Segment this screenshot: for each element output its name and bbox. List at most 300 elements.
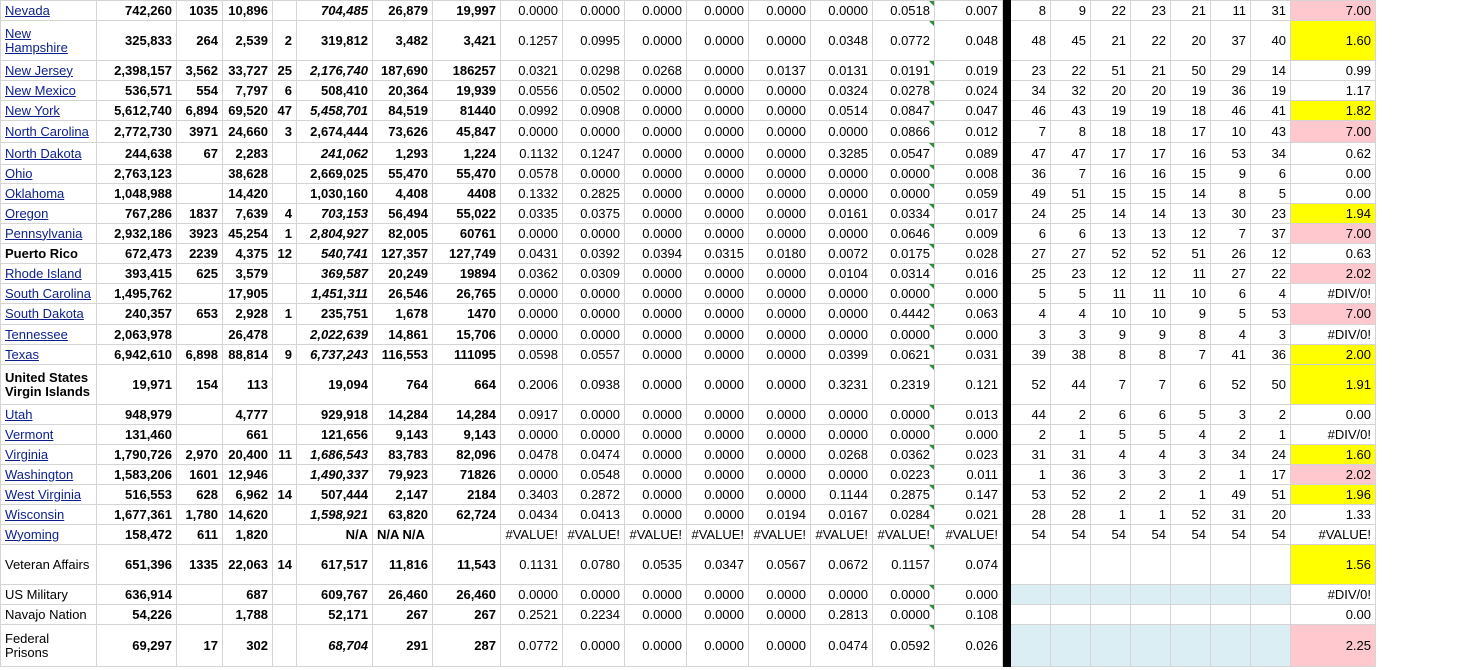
rank-cell[interactable]: 1	[1011, 465, 1051, 485]
rank-cell[interactable]: 5	[1011, 284, 1051, 304]
data-cell[interactable]: 19,997	[433, 1, 501, 21]
score-cell[interactable]: 1.91	[1291, 365, 1376, 405]
rank-cell[interactable]: 14	[1251, 61, 1291, 81]
data-cell[interactable]: 0.019	[935, 61, 1003, 81]
row-name-cell[interactable]: Ohio	[1, 165, 97, 184]
data-cell[interactable]: 267	[433, 605, 501, 625]
data-cell[interactable]: 9,143	[373, 425, 433, 445]
rank-cell[interactable]	[1091, 585, 1131, 605]
data-cell[interactable]: 0.0131	[811, 61, 873, 81]
data-cell[interactable]: 0.0000	[625, 465, 687, 485]
data-cell[interactable]: 0.0000	[625, 325, 687, 345]
data-cell[interactable]: 0.3285	[811, 143, 873, 165]
data-cell[interactable]: 0.0000	[873, 425, 935, 445]
data-cell[interactable]: 6	[273, 81, 297, 101]
data-cell[interactable]: 0.0268	[625, 61, 687, 81]
data-cell[interactable]: 67	[177, 143, 223, 165]
rank-cell[interactable]: 5	[1131, 425, 1171, 445]
rank-cell[interactable]: 53	[1251, 304, 1291, 325]
data-cell[interactable]	[177, 325, 223, 345]
data-cell[interactable]: 19,094	[297, 365, 373, 405]
rank-cell[interactable]: 54	[1171, 525, 1211, 545]
rank-cell[interactable]: 15	[1091, 184, 1131, 204]
data-cell[interactable]: 0.0995	[563, 21, 625, 61]
rank-cell[interactable]: 50	[1251, 365, 1291, 405]
data-cell[interactable]: 0.0000	[749, 365, 811, 405]
data-cell[interactable]: 0.0000	[625, 264, 687, 284]
rank-cell[interactable]: 8	[1011, 1, 1051, 21]
data-cell[interactable]: #VALUE!	[811, 525, 873, 545]
data-cell[interactable]: 26,460	[373, 585, 433, 605]
data-cell[interactable]: 0.0000	[625, 445, 687, 465]
data-cell[interactable]: 0.108	[935, 605, 1003, 625]
rank-cell[interactable]	[1011, 585, 1051, 605]
data-cell[interactable]: 0.0000	[811, 184, 873, 204]
score-cell[interactable]: #DIV/0!	[1291, 585, 1376, 605]
score-cell[interactable]: #DIV/0!	[1291, 284, 1376, 304]
score-cell[interactable]: 7.00	[1291, 224, 1376, 244]
rank-cell[interactable]: 21	[1131, 61, 1171, 81]
data-cell[interactable]: 0.0000	[811, 325, 873, 345]
data-cell[interactable]: 4	[273, 204, 297, 224]
data-cell[interactable]: 764	[373, 365, 433, 405]
rank-cell[interactable]: 52	[1051, 485, 1091, 505]
rank-cell[interactable]: 44	[1051, 365, 1091, 405]
data-cell[interactable]: 1,495,762	[97, 284, 177, 304]
rank-cell[interactable]: 18	[1131, 121, 1171, 143]
data-cell[interactable]: 2,063,978	[97, 325, 177, 345]
rank-cell[interactable]: 50	[1171, 61, 1211, 81]
rank-cell[interactable]: 5	[1171, 405, 1211, 425]
data-cell[interactable]: 0.0000	[625, 81, 687, 101]
data-cell[interactable]: 0.0000	[687, 425, 749, 445]
rank-cell[interactable]: 6	[1251, 165, 1291, 184]
data-cell[interactable]: 628	[177, 485, 223, 505]
data-cell[interactable]: 653	[177, 304, 223, 325]
data-cell[interactable]: 0.0399	[811, 345, 873, 365]
rank-cell[interactable]: 31	[1251, 1, 1291, 21]
data-cell[interactable]: #VALUE!	[563, 525, 625, 545]
data-cell[interactable]: 0.0000	[687, 121, 749, 143]
row-name-cell[interactable]: Utah	[1, 405, 97, 425]
data-cell[interactable]: 1035	[177, 1, 223, 21]
row-name-cell[interactable]: Puerto Rico	[1, 244, 97, 264]
data-cell[interactable]: 2,398,157	[97, 61, 177, 81]
data-cell[interactable]: 0.0556	[501, 81, 563, 101]
data-cell[interactable]: 1	[273, 224, 297, 244]
data-cell[interactable]: 12,946	[223, 465, 273, 485]
row-name-cell[interactable]: New Hampshire	[1, 21, 97, 61]
data-cell[interactable]: 636,914	[97, 585, 177, 605]
data-cell[interactable]: 11	[273, 445, 297, 465]
data-cell[interactable]: 22,063	[223, 545, 273, 585]
data-cell[interactable]: 0.0324	[811, 81, 873, 101]
data-cell[interactable]: 4408	[433, 184, 501, 204]
data-cell[interactable]: 47	[273, 101, 297, 121]
data-cell[interactable]: 742,260	[97, 1, 177, 21]
rank-cell[interactable]: 17	[1091, 143, 1131, 165]
data-cell[interactable]: 1,790,726	[97, 445, 177, 465]
data-cell[interactable]: N/A N/A	[373, 525, 433, 545]
rank-cell[interactable]: 13	[1091, 224, 1131, 244]
rank-cell[interactable]	[1051, 545, 1091, 585]
data-cell[interactable]	[177, 284, 223, 304]
data-cell[interactable]: 0.0000	[687, 284, 749, 304]
data-cell[interactable]: 2	[273, 21, 297, 61]
score-cell[interactable]: 2.02	[1291, 465, 1376, 485]
rank-cell[interactable]: 19	[1091, 101, 1131, 121]
data-cell[interactable]: 0.0000	[625, 605, 687, 625]
data-cell[interactable]: 55,470	[433, 165, 501, 184]
rank-cell[interactable]	[1011, 605, 1051, 625]
data-cell[interactable]: 0.0137	[749, 61, 811, 81]
rank-cell[interactable]	[1171, 605, 1211, 625]
score-cell[interactable]: 2.00	[1291, 345, 1376, 365]
data-cell[interactable]: 0.0000	[625, 204, 687, 224]
data-cell[interactable]: 4,375	[223, 244, 273, 264]
data-cell[interactable]: 611	[177, 525, 223, 545]
data-cell[interactable]	[273, 143, 297, 165]
data-cell[interactable]: 10,896	[223, 1, 273, 21]
data-cell[interactable]: 1,490,337	[297, 465, 373, 485]
data-cell[interactable]: 0.0394	[625, 244, 687, 264]
data-cell[interactable]: 617,517	[297, 545, 373, 585]
rank-cell[interactable]	[1211, 545, 1251, 585]
rank-cell[interactable]	[1011, 625, 1051, 667]
data-cell[interactable]: 0.009	[935, 224, 1003, 244]
rank-cell[interactable]: 52	[1091, 244, 1131, 264]
rank-cell[interactable]: 2	[1251, 405, 1291, 425]
rank-cell[interactable]: 1	[1091, 505, 1131, 525]
data-cell[interactable]: 0.0772	[501, 625, 563, 667]
data-cell[interactable]: 0.0000	[873, 284, 935, 304]
data-cell[interactable]: 1,030,160	[297, 184, 373, 204]
rank-cell[interactable]: 4	[1171, 425, 1211, 445]
data-cell[interactable]	[273, 525, 297, 545]
rank-cell[interactable]: 27	[1011, 244, 1051, 264]
rank-cell[interactable]: 31	[1051, 445, 1091, 465]
data-cell[interactable]: 0.0000	[501, 1, 563, 21]
rank-cell[interactable]: 9	[1051, 1, 1091, 21]
rank-cell[interactable]: 10	[1131, 304, 1171, 325]
rank-cell[interactable]: 54	[1051, 525, 1091, 545]
rank-cell[interactable]: 53	[1211, 143, 1251, 165]
row-name-cell[interactable]: New Mexico	[1, 81, 97, 101]
data-cell[interactable]: 0.3403	[501, 485, 563, 505]
rank-cell[interactable]: 22	[1091, 1, 1131, 21]
data-cell[interactable]: 0.017	[935, 204, 1003, 224]
score-cell[interactable]: 0.00	[1291, 165, 1376, 184]
data-cell[interactable]: 0.0000	[563, 121, 625, 143]
data-cell[interactable]: 0.0000	[563, 325, 625, 345]
data-cell[interactable]: 0.047	[935, 101, 1003, 121]
rank-cell[interactable]: 1	[1171, 485, 1211, 505]
data-cell[interactable]: 1,293	[373, 143, 433, 165]
rank-cell[interactable]: 3	[1131, 465, 1171, 485]
data-cell[interactable]: 0.0000	[563, 405, 625, 425]
data-cell[interactable]: 0.000	[935, 425, 1003, 445]
data-cell[interactable]: 45,254	[223, 224, 273, 244]
data-cell[interactable]: 0.059	[935, 184, 1003, 204]
rank-cell[interactable]: 54	[1131, 525, 1171, 545]
rank-cell[interactable]	[1171, 545, 1211, 585]
rank-cell[interactable]: 30	[1211, 204, 1251, 224]
score-cell[interactable]: 7.00	[1291, 304, 1376, 325]
data-cell[interactable]: 1,788	[223, 605, 273, 625]
data-cell[interactable]: 0.031	[935, 345, 1003, 365]
data-cell[interactable]: 0.2872	[563, 485, 625, 505]
data-cell[interactable]: 393,415	[97, 264, 177, 284]
data-cell[interactable]: 0.008	[935, 165, 1003, 184]
data-cell[interactable]: 0.1131	[501, 545, 563, 585]
rank-cell[interactable]: 11	[1091, 284, 1131, 304]
data-cell[interactable]: 0.0000	[687, 465, 749, 485]
data-cell[interactable]: 3,421	[433, 21, 501, 61]
data-cell[interactable]: 1,780	[177, 505, 223, 525]
data-cell[interactable]: 73,626	[373, 121, 433, 143]
data-cell[interactable]: 3971	[177, 121, 223, 143]
data-cell[interactable]: 0.0000	[811, 1, 873, 21]
data-cell[interactable]: 0.0161	[811, 204, 873, 224]
data-cell[interactable]: 0.0000	[873, 405, 935, 425]
rank-cell[interactable]: 23	[1011, 61, 1051, 81]
data-cell[interactable]: 0.0000	[687, 325, 749, 345]
rank-cell[interactable]: 10	[1211, 121, 1251, 143]
data-cell[interactable]: 0.0000	[687, 224, 749, 244]
row-name-cell[interactable]: South Carolina	[1, 284, 97, 304]
data-cell[interactable]: 2,147	[373, 485, 433, 505]
data-cell[interactable]: 687	[223, 585, 273, 605]
data-cell[interactable]: 0.1257	[501, 21, 563, 61]
data-cell[interactable]: #VALUE!	[501, 525, 563, 545]
rank-cell[interactable]: 18	[1171, 101, 1211, 121]
data-cell[interactable]: 0.0175	[873, 244, 935, 264]
data-cell[interactable]: 14,284	[373, 405, 433, 425]
data-cell[interactable]: 7,639	[223, 204, 273, 224]
data-cell[interactable]: 1,820	[223, 525, 273, 545]
rank-cell[interactable]: 49	[1211, 485, 1251, 505]
data-cell[interactable]: 158,472	[97, 525, 177, 545]
row-name-cell[interactable]: New Jersey	[1, 61, 97, 81]
data-cell[interactable]: #VALUE!	[687, 525, 749, 545]
data-cell[interactable]: 55,022	[433, 204, 501, 224]
data-cell[interactable]: 1,686,543	[297, 445, 373, 465]
score-cell[interactable]: 1.17	[1291, 81, 1376, 101]
rank-cell[interactable]: 16	[1171, 143, 1211, 165]
score-cell[interactable]: 1.94	[1291, 204, 1376, 224]
data-cell[interactable]: 131,460	[97, 425, 177, 445]
data-cell[interactable]: 0.074	[935, 545, 1003, 585]
data-cell[interactable]	[273, 365, 297, 405]
rank-cell[interactable]: 36	[1211, 81, 1251, 101]
rank-cell[interactable]: 8	[1131, 345, 1171, 365]
row-name-cell[interactable]: Tennessee	[1, 325, 97, 345]
data-cell[interactable]: 0.0000	[811, 304, 873, 325]
data-cell[interactable]: 2,283	[223, 143, 273, 165]
data-cell[interactable]: 0.2319	[873, 365, 935, 405]
rank-cell[interactable]	[1131, 585, 1171, 605]
rank-cell[interactable]: 16	[1091, 165, 1131, 184]
rank-cell[interactable]: 2	[1051, 405, 1091, 425]
data-cell[interactable]: 0.0000	[687, 625, 749, 667]
rank-cell[interactable]: 23	[1251, 204, 1291, 224]
data-cell[interactable]: 0.0000	[625, 165, 687, 184]
rank-cell[interactable]: 22	[1131, 21, 1171, 61]
rank-cell[interactable]: 17	[1171, 121, 1211, 143]
data-cell[interactable]: #VALUE!	[749, 525, 811, 545]
rank-cell[interactable]: 54	[1011, 525, 1051, 545]
data-cell[interactable]: 516,553	[97, 485, 177, 505]
data-cell[interactable]: 0.1332	[501, 184, 563, 204]
data-cell[interactable]: 1601	[177, 465, 223, 485]
data-cell[interactable]: 26,546	[373, 284, 433, 304]
data-cell[interactable]: 0.0000	[811, 405, 873, 425]
rank-cell[interactable]: 19	[1131, 101, 1171, 121]
data-cell[interactable]: 1,224	[433, 143, 501, 165]
data-cell[interactable]: 0.063	[935, 304, 1003, 325]
data-cell[interactable]: 0.0000	[563, 585, 625, 605]
data-cell[interactable]: 1470	[433, 304, 501, 325]
row-name-cell[interactable]: Vermont	[1, 425, 97, 445]
row-name-cell[interactable]: North Carolina	[1, 121, 97, 143]
rank-cell[interactable]: 6	[1011, 224, 1051, 244]
data-cell[interactable]: 0.0474	[563, 445, 625, 465]
rank-cell[interactable]: 47	[1011, 143, 1051, 165]
data-cell[interactable]: 0.2006	[501, 365, 563, 405]
data-cell[interactable]: 0.3231	[811, 365, 873, 405]
data-cell[interactable]	[273, 284, 297, 304]
rank-cell[interactable]: 5	[1051, 284, 1091, 304]
rank-cell[interactable]: 6	[1091, 405, 1131, 425]
score-cell[interactable]: 1.60	[1291, 445, 1376, 465]
rank-cell[interactable]: 22	[1251, 264, 1291, 284]
rank-cell[interactable]: 47	[1051, 143, 1091, 165]
data-cell[interactable]: 127,357	[373, 244, 433, 264]
data-cell[interactable]: 0.0000	[687, 101, 749, 121]
data-cell[interactable]: 0.016	[935, 264, 1003, 284]
data-cell[interactable]: #VALUE!	[625, 525, 687, 545]
rank-cell[interactable]: 40	[1251, 21, 1291, 61]
rank-cell[interactable]: 26	[1211, 244, 1251, 264]
rank-cell[interactable]: 7	[1131, 365, 1171, 405]
data-cell[interactable]: 6,737,243	[297, 345, 373, 365]
data-cell[interactable]	[433, 525, 501, 545]
data-cell[interactable]: 0.0000	[501, 585, 563, 605]
data-cell[interactable]	[273, 625, 297, 667]
data-cell[interactable]: 2,176,740	[297, 61, 373, 81]
data-cell[interactable]: 0.0000	[687, 485, 749, 505]
data-cell[interactable]: 0.2875	[873, 485, 935, 505]
rank-cell[interactable]: 12	[1171, 224, 1211, 244]
row-name-cell[interactable]: Veteran Affairs	[1, 545, 97, 585]
rank-cell[interactable]: 21	[1091, 21, 1131, 61]
rank-cell[interactable]	[1251, 625, 1291, 667]
rank-cell[interactable]: 11	[1171, 264, 1211, 284]
data-cell[interactable]: 1	[273, 304, 297, 325]
data-cell[interactable]: 0.0348	[811, 21, 873, 61]
data-cell[interactable]	[177, 184, 223, 204]
data-cell[interactable]: 0.0000	[749, 165, 811, 184]
data-cell[interactable]: 0.0000	[749, 204, 811, 224]
rank-cell[interactable]	[1251, 605, 1291, 625]
data-cell[interactable]	[177, 405, 223, 425]
data-cell[interactable]: 929,918	[297, 405, 373, 425]
data-cell[interactable]: 68,704	[297, 625, 373, 667]
data-cell[interactable]: 0.0000	[625, 1, 687, 21]
rank-cell[interactable]	[1171, 625, 1211, 667]
rank-cell[interactable]: 52	[1131, 244, 1171, 264]
rank-cell[interactable]: 44	[1011, 405, 1051, 425]
data-cell[interactable]: 1,677,361	[97, 505, 177, 525]
data-cell[interactable]: 703,153	[297, 204, 373, 224]
data-cell[interactable]: 0.0000	[749, 625, 811, 667]
rank-cell[interactable]: 17	[1131, 143, 1171, 165]
data-cell[interactable]: 0.4442	[873, 304, 935, 325]
data-cell[interactable]: 0.1132	[501, 143, 563, 165]
data-cell[interactable]: 0.0104	[811, 264, 873, 284]
data-cell[interactable]: 948,979	[97, 405, 177, 425]
score-cell[interactable]: 1.60	[1291, 21, 1376, 61]
rank-cell[interactable]: 24	[1011, 204, 1051, 224]
data-cell[interactable]	[273, 1, 297, 21]
data-cell[interactable]: 0.024	[935, 81, 1003, 101]
data-cell[interactable]: 127,749	[433, 244, 501, 264]
data-cell[interactable]: 5,612,740	[97, 101, 177, 121]
data-cell[interactable]: 9,143	[433, 425, 501, 445]
rank-cell[interactable]	[1211, 625, 1251, 667]
score-cell[interactable]: 2.25	[1291, 625, 1376, 667]
data-cell[interactable]: 325,833	[97, 21, 177, 61]
data-cell[interactable]: 0.0000	[749, 81, 811, 101]
data-cell[interactable]: 0.0000	[811, 465, 873, 485]
rank-cell[interactable]: 9	[1171, 304, 1211, 325]
data-cell[interactable]: N/A	[297, 525, 373, 545]
data-cell[interactable]: 0.0557	[563, 345, 625, 365]
rank-cell[interactable]: 15	[1171, 165, 1211, 184]
row-name-cell[interactable]: Federal Prisons	[1, 625, 97, 667]
row-name-cell[interactable]: Navajo Nation	[1, 605, 97, 625]
data-cell[interactable]: 0.0000	[749, 101, 811, 121]
rank-cell[interactable]: 13	[1131, 224, 1171, 244]
rank-cell[interactable]: 54	[1211, 525, 1251, 545]
data-cell[interactable]: 2,970	[177, 445, 223, 465]
data-cell[interactable]: 0.0000	[749, 405, 811, 425]
data-cell[interactable]: 0.0413	[563, 505, 625, 525]
data-cell[interactable]: 82,096	[433, 445, 501, 465]
score-cell[interactable]: 0.00	[1291, 405, 1376, 425]
data-cell[interactable]	[273, 325, 297, 345]
data-cell[interactable]: 0.0000	[749, 605, 811, 625]
data-cell[interactable]: 17,905	[223, 284, 273, 304]
rank-cell[interactable]: 23	[1131, 1, 1171, 21]
rank-cell[interactable]	[1131, 605, 1171, 625]
data-cell[interactable]: 0.0167	[811, 505, 873, 525]
data-cell[interactable]: 26,460	[433, 585, 501, 605]
data-cell[interactable]: 84,519	[373, 101, 433, 121]
rank-cell[interactable]: 12	[1131, 264, 1171, 284]
data-cell[interactable]: 0.0000	[625, 143, 687, 165]
data-cell[interactable]: 2,669,025	[297, 165, 373, 184]
data-cell[interactable]	[273, 465, 297, 485]
data-cell[interactable]: 0.0000	[873, 325, 935, 345]
rank-cell[interactable]: 11	[1211, 1, 1251, 21]
data-cell[interactable]: 0.0000	[687, 264, 749, 284]
data-cell[interactable]: 0.000	[935, 284, 1003, 304]
data-cell[interactable]: 0.0646	[873, 224, 935, 244]
data-cell[interactable]: 0.021	[935, 505, 1003, 525]
rank-cell[interactable]: 4	[1251, 284, 1291, 304]
data-cell[interactable]: 0.0362	[873, 445, 935, 465]
